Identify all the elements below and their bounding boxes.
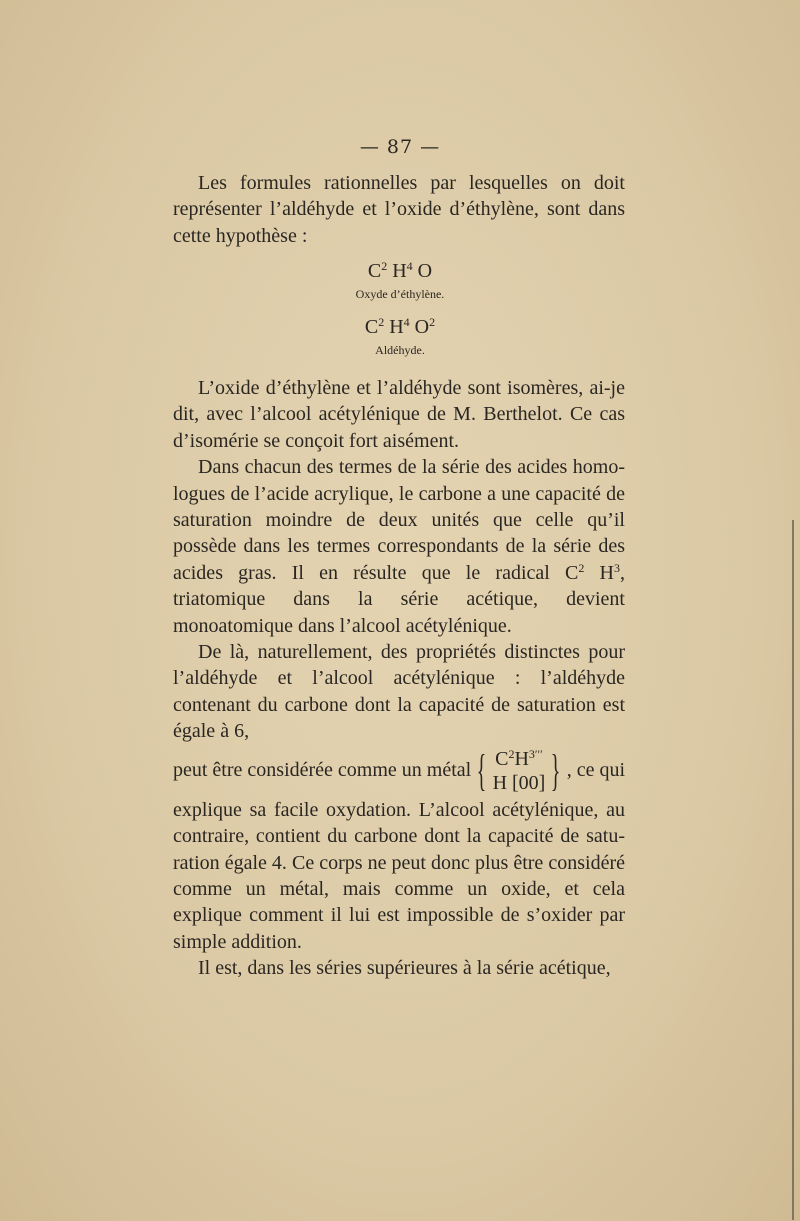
page-number: — 87 — — [359, 136, 441, 158]
left-brace: { — [477, 745, 487, 795]
paragraph-formulas-intro — [173, 170, 625, 249]
paragraph-5: Il est, dans les séries supérieures à la série acétique, — [198, 957, 611, 980]
formula-oxide-caption: Oxyde d’éthylène. — [355, 287, 445, 301]
formula-aldehyde — [0, 316, 800, 358]
paragraph-4a: De là, naturellement, des propriétés distinctes pour l’aldéhyde et l’alcool acétylénique : l’aldéhyde contenant du carbone dont la capacité de saturation est égale à 6, — [173, 641, 625, 743]
paragraph-3: Dans chacun des termes de la série des acides homologues de l’acide acrylique, le carbone a une capacité de saturation moindre de deux unités que celle qu’il possède dans les termes correspondants de la série des acides gras. Il en résulte que le radical $C^2$ $H^3$, triatomique dans la série acétique, devient monoatomique dans l’alcool acétylénique. — [173, 456, 626, 637]
formula-aldehyde-text: $C^2$ $H^4$ $O^2$ — [364, 315, 436, 338]
metal-after-text: , ce qui — [566, 759, 625, 782]
body-text — [173, 375, 625, 982]
metal-formula-line — [173, 745, 625, 797]
formula-oxide-ethylene — [0, 260, 800, 302]
radical-top: $C^2H^{3'''}$ — [495, 746, 543, 770]
formula-aldehyde-caption: Aldéhyde. — [375, 343, 425, 357]
formula-oxide-text: $C^2$ $H^4$ O — [367, 259, 433, 282]
page-edge-shadow — [792, 520, 794, 1220]
paragraph-1: Les formules rationnelles par lesquelles on doit représenter l’aldéhyde et l’oxide d’éthylène, sont dans cette hypothèse : — [173, 172, 625, 247]
paragraph-2: L’oxide d’éthylène et l’aldéhyde sont isomères, ai-je dit, avec l’alcool acétylénique de M. Berthelot. Ce cas d’isomérie se conçoit fort aisément. — [173, 377, 625, 452]
radical-stack — [493, 747, 546, 795]
radical-formula — [471, 747, 566, 795]
metal-before-text: peut être considérée comme un métal — [173, 759, 472, 782]
right-brace: } — [551, 745, 561, 795]
radical-bottom: H [00] — [492, 771, 546, 794]
paragraph-4b: explique sa facile oxydation. L’alcool acétylénique, au contraire, contient du carbone dont la capacité de saturation égale 4. Ce corps ne peut donc plus être considéré comme un métal, mais comme un oxide, et cela explique comment il lui est impossible de s’oxider par simple addition. — [173, 798, 625, 953]
